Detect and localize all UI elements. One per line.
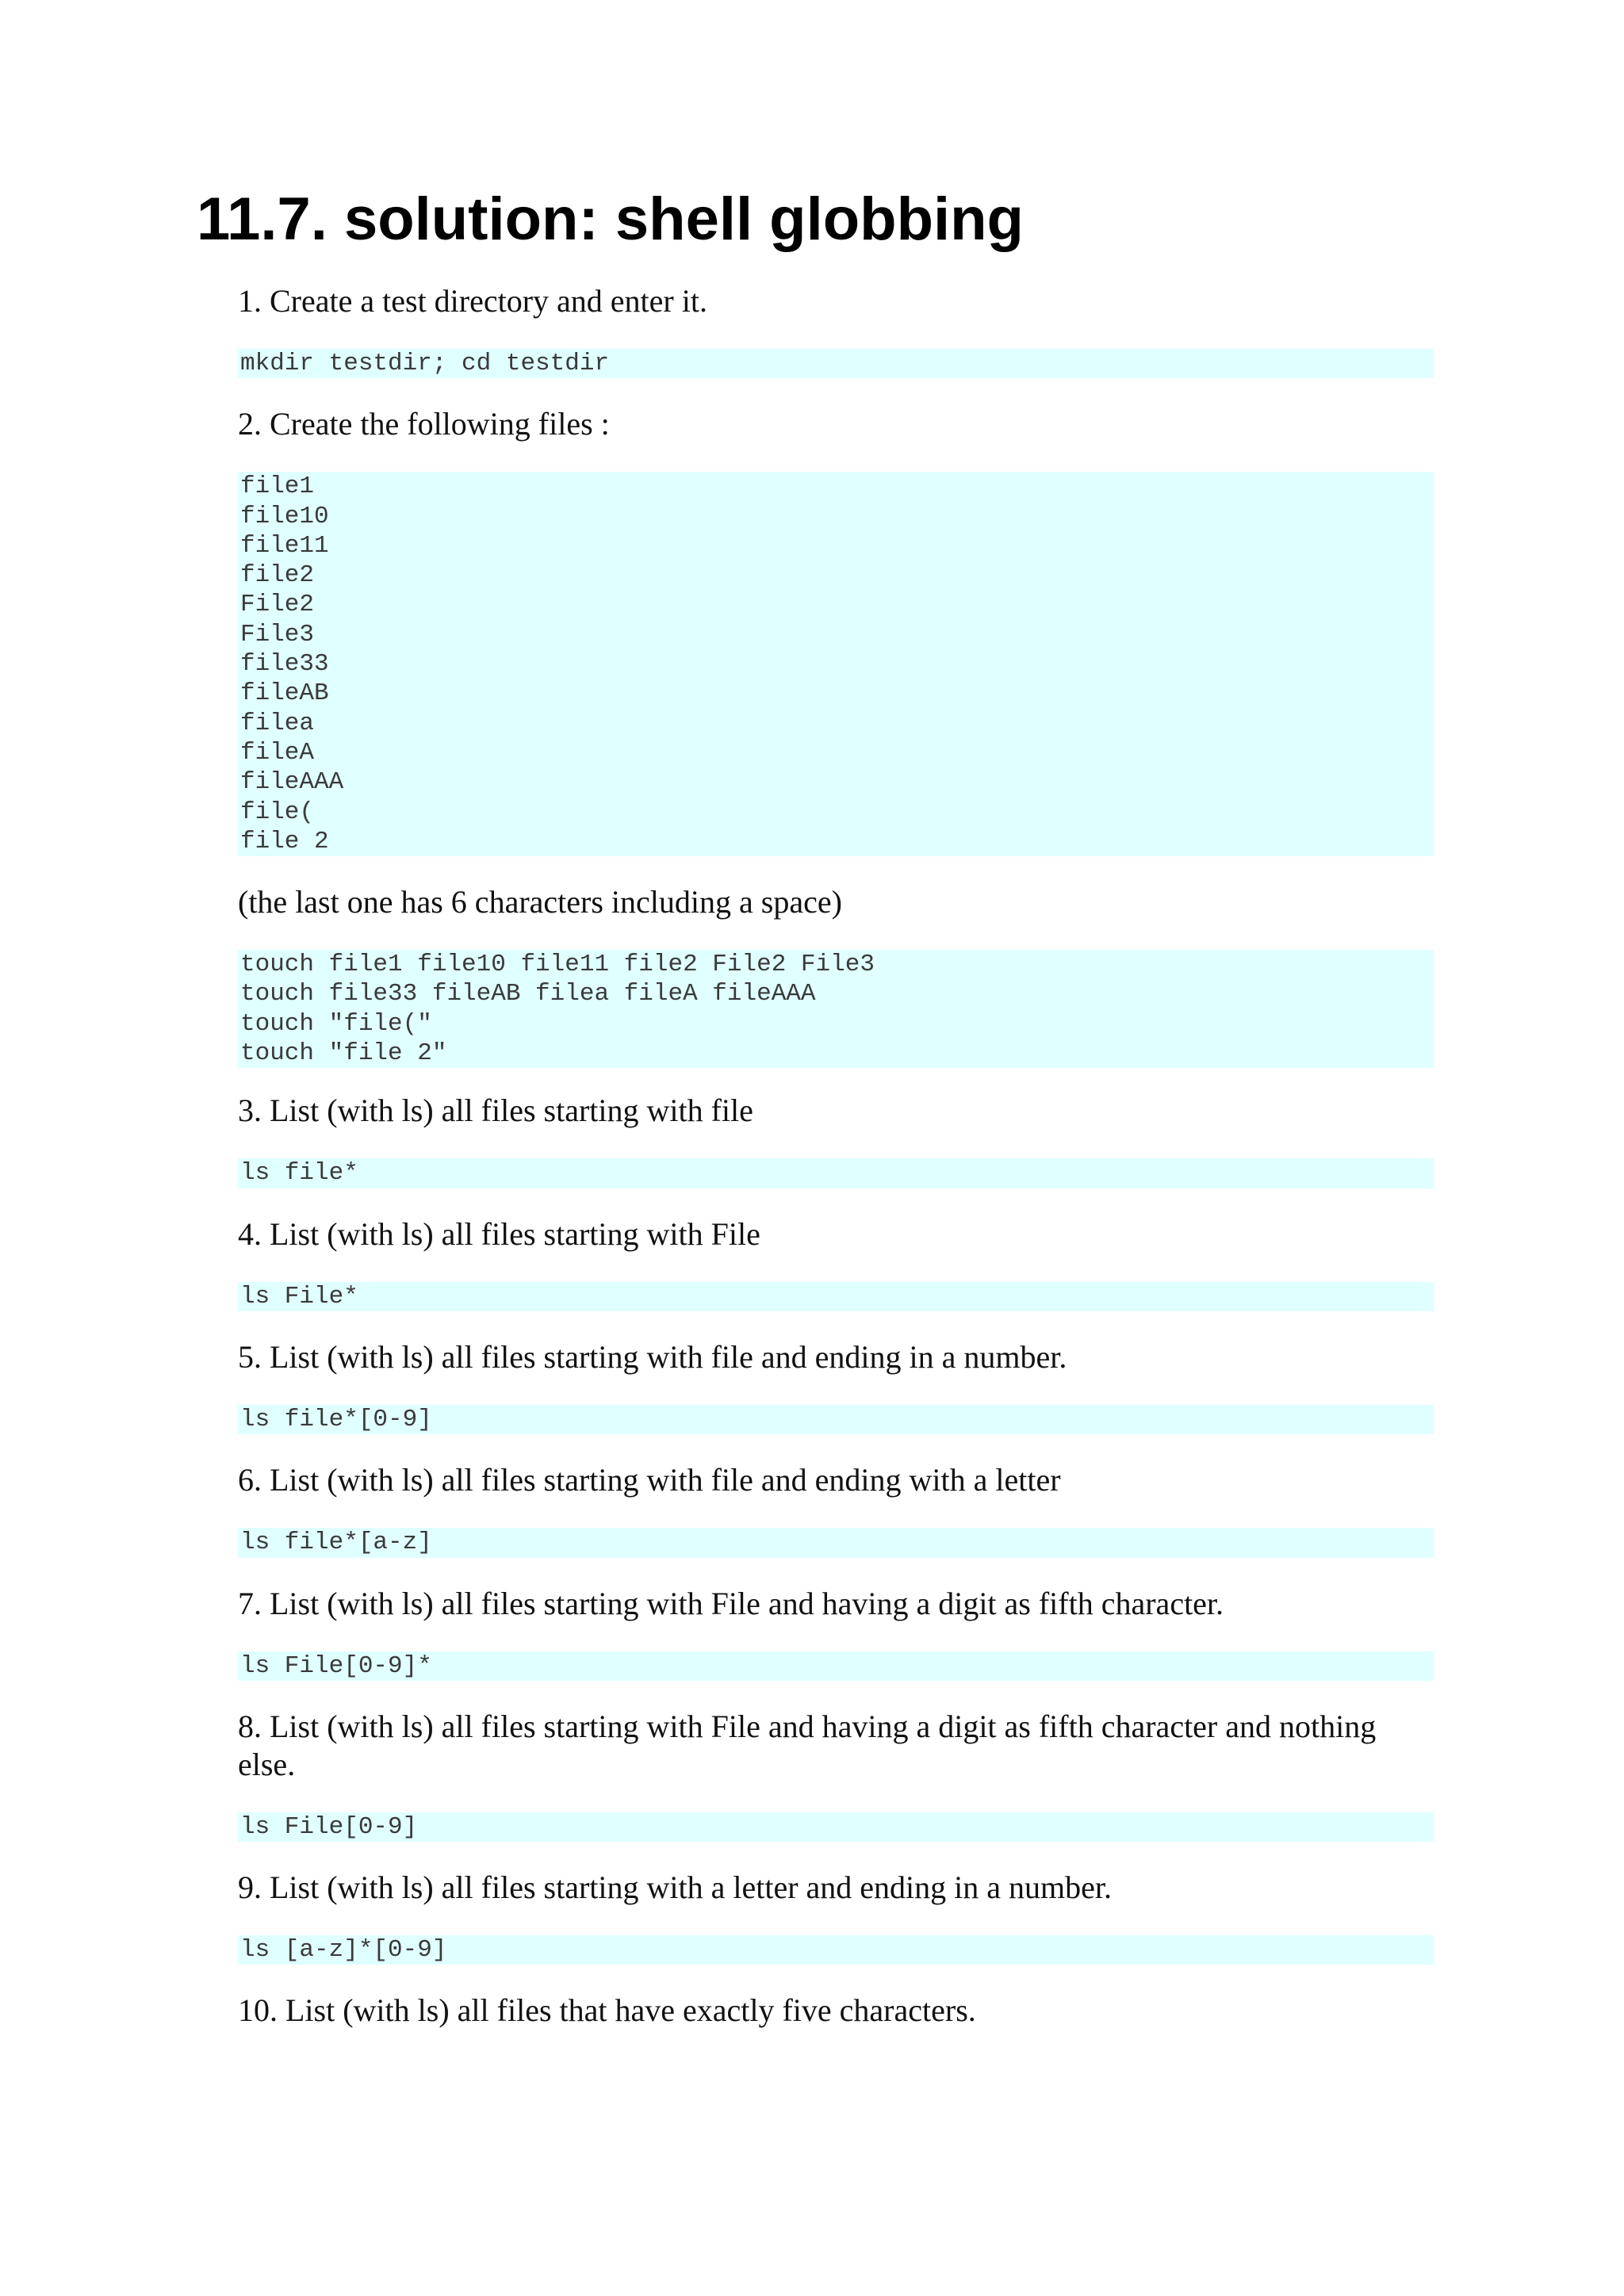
step-4-text: 4. List (with ls) all files starting with File [238, 1215, 760, 1252]
step-8-text: 8. List (with ls) all files starting with File and having a digit as fifth character and nothing else. [238, 1708, 1377, 1782]
step-2-code: file1 file10 file11 file2 File2 File3 file33 fileAB filea fileA fileAAA file( file 2 [238, 472, 1434, 856]
step-5-code: ls file*[0-9] [238, 1405, 1434, 1434]
step-1-text: 1. Create a test directory and enter it. [238, 283, 707, 319]
step-2-note: (the last one has 6 characters including a space) [238, 884, 842, 920]
step-6-text: 6. List (with ls) all files starting with file and ending with a letter [238, 1462, 1061, 1498]
step-10-text: 10. List (with ls) all files that have exactly five characters. [238, 1992, 976, 2029]
page-title: 11.7. solution: shell globbing [197, 186, 1024, 253]
step-9-code: ls [a-z]*[0-9] [238, 1935, 1434, 1965]
content [238, 282, 1434, 2030]
step-7-code: ls File[0-9]* [238, 1651, 1434, 1681]
step-1-code: mkdir testdir; cd testdir [238, 349, 1434, 378]
step-3-code: ls file* [238, 1158, 1434, 1188]
step-2-text: 2. Create the following files : [238, 406, 610, 442]
step-4-code: ls File* [238, 1282, 1434, 1311]
step-9-text: 9. List (with ls) all files starting with a letter and ending in a number. [238, 1869, 1112, 1906]
step-2-touch-code: touch file1 file10 file11 file2 File2 File3 touch file33 fileAB filea fileA fileAAA touch "file(" touch "file 2" [238, 950, 1434, 1068]
step-7-text: 7. List (with ls) all files starting with File and having a digit as fifth character. [238, 1585, 1224, 1621]
step-6-code: ls file*[a-z] [238, 1528, 1434, 1557]
step-8-code: ls File[0-9] [238, 1812, 1434, 1842]
step-5-text: 5. List (with ls) all files starting with file and ending in a number. [238, 1338, 1067, 1375]
step-3-text: 3. List (with ls) all files starting with file [238, 1093, 753, 1129]
